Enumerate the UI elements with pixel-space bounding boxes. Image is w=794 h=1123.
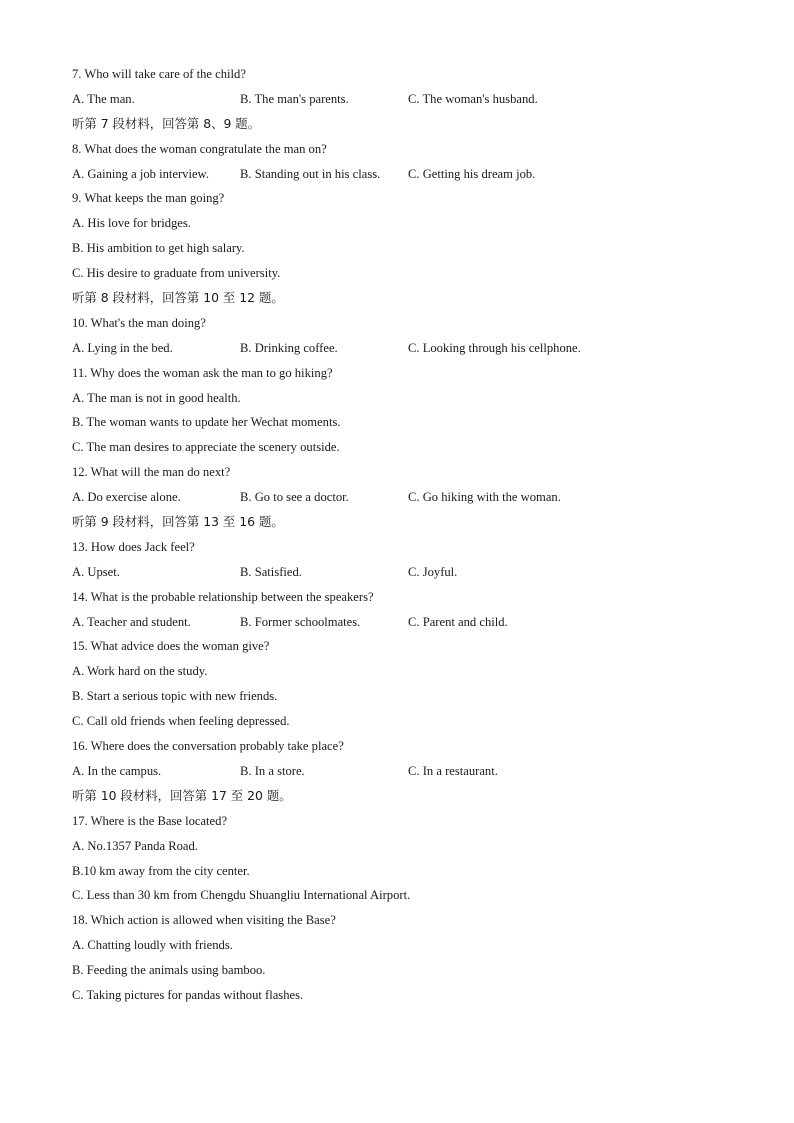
question-11-option-c: C. The man desires to appreciate the scenery outside. xyxy=(72,440,340,455)
question-15-option-b: B. Start a serious topic with new friends. xyxy=(72,689,278,704)
option-c: C. Looking through his cellphone. xyxy=(408,340,581,355)
question-15-stem: 15. What advice does the woman give? xyxy=(72,639,270,654)
question-12-options xyxy=(72,485,732,510)
option-b: B. In a store. xyxy=(240,763,305,778)
option-a: A. Do exercise alone. xyxy=(72,490,181,505)
question-16-stem: 16. Where does the conversation probably take place? xyxy=(72,739,344,754)
option-c: C. In a restaurant. xyxy=(408,763,498,778)
question-18-option-c: C. Taking pictures for pandas without flashes. xyxy=(72,987,304,1002)
question-13-options xyxy=(72,560,732,585)
section-header-7: 听第 7 段材料，回答第 8、9 题。 xyxy=(72,115,261,131)
question-7-stem: 7. Who will take care of the child? xyxy=(72,67,246,81)
option-b: B. Satisfied. xyxy=(240,564,302,579)
section-header-8: 听第 8 段材料，回答第 10 至 12 题。 xyxy=(72,290,284,306)
section-header-9: 听第 9 段材料，回答第 13 至 16 题。 xyxy=(72,514,284,530)
option-c: C. The woman's husband. xyxy=(408,91,538,106)
question-10-stem: 10. What's the man doing? xyxy=(72,315,206,330)
question-14-options xyxy=(72,610,732,635)
option-a: A. Lying in the bed. xyxy=(72,340,173,355)
question-17-stem: 17. Where is the Base located? xyxy=(72,813,228,828)
option-a: A. The man. xyxy=(72,91,135,106)
option-c: C. Parent and child. xyxy=(408,614,508,629)
option-b: B. Former schoolmates. xyxy=(240,614,361,629)
question-8-options xyxy=(72,162,732,187)
question-9-option-b: B. His ambition to get high salary. xyxy=(72,241,245,256)
question-9-option-a: A. His love for bridges. xyxy=(72,216,191,231)
section-header-10: 听第 10 段材料，回答第 17 至 20 题。 xyxy=(72,787,292,803)
question-18-option-a: A. Chatting loudly with friends. xyxy=(72,938,233,953)
question-8-stem: 8. What does the woman congratulate the man on? xyxy=(72,141,327,156)
question-9-stem: 9. What keeps the man going? xyxy=(72,191,225,206)
question-12-stem: 12. What will the man do next? xyxy=(72,465,231,480)
question-7-options xyxy=(72,87,732,112)
question-17-option-c: C. Less than 30 km from Chengdu Shuangliu International Airport. xyxy=(72,888,411,903)
question-16-options xyxy=(72,759,732,784)
question-18-stem: 18. Which action is allowed when visiting the Base? xyxy=(72,913,336,928)
option-a: A. Teacher and student. xyxy=(72,614,191,629)
option-a: A. Gaining a job interview. xyxy=(72,166,209,181)
option-c: C. Getting his dream job. xyxy=(408,166,536,181)
question-15-option-a: A. Work hard on the study. xyxy=(72,664,208,679)
option-c: C. Joyful. xyxy=(408,564,458,579)
question-17-option-b: B.10 km away from the city center. xyxy=(72,863,250,878)
question-11-option-b: B. The woman wants to update her Wechat moments. xyxy=(72,415,341,430)
option-c: C. Go hiking with the woman. xyxy=(408,490,561,505)
question-9-option-c: C. His desire to graduate from university. xyxy=(72,266,281,281)
question-11-option-a: A. The man is not in good health. xyxy=(72,390,241,405)
option-a: A. Upset. xyxy=(72,564,120,579)
option-a: A. In the campus. xyxy=(72,763,162,778)
question-14-stem: 14. What is the probable relationship between the speakers? xyxy=(72,589,374,604)
option-b: B. Go to see a doctor. xyxy=(240,490,349,505)
question-list xyxy=(72,62,732,1008)
question-17-option-a: A. No.1357 Panda Road. xyxy=(72,838,198,853)
question-15-option-c: C. Call old friends when feeling depressed. xyxy=(72,714,290,729)
question-13-stem: 13. How does Jack feel? xyxy=(72,539,195,554)
question-10-options xyxy=(72,336,732,361)
question-11-stem: 11. Why does the woman ask the man to go hiking? xyxy=(72,365,333,380)
option-b: B. The man's parents. xyxy=(240,91,349,106)
option-b: B. Standing out in his class. xyxy=(240,166,381,181)
question-18-option-b: B. Feeding the animals using bamboo. xyxy=(72,963,266,978)
option-b: B. Drinking coffee. xyxy=(240,340,338,355)
